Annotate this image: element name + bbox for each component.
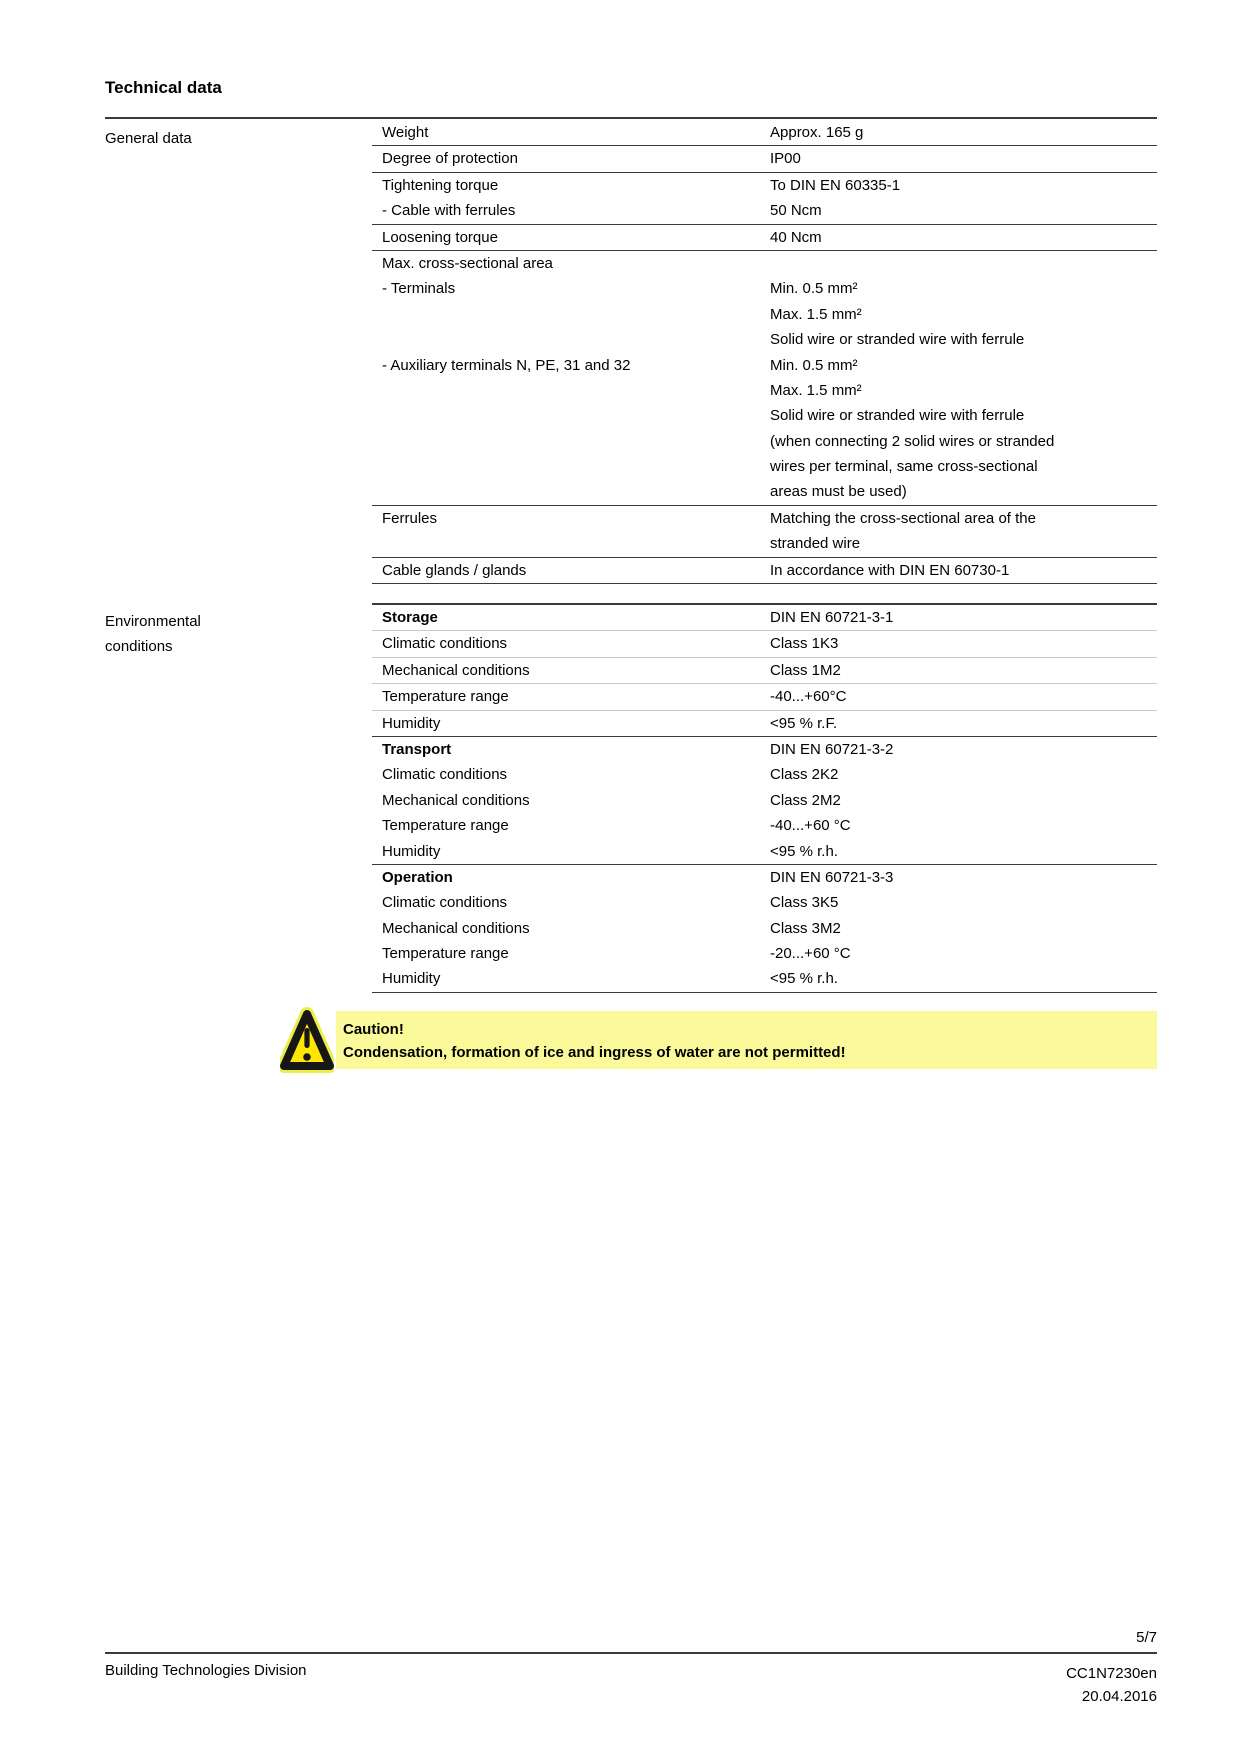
value-cell-line: Solid wire or stranded wire with ferrule (770, 407, 1025, 425)
value-cell-line: -20...+60 °C (770, 945, 851, 963)
footer-document-info (1066, 1662, 1157, 1708)
value-cell-line: 50 Ncm (770, 202, 822, 220)
property-cell-line: Mechanical conditions (382, 791, 530, 809)
table-row (372, 737, 1157, 762)
value-cell-line: DIN EN 60721-3-2 (770, 740, 894, 758)
property-cell (372, 605, 770, 630)
value-cell-line: wires per terminal, same cross-sectional (770, 458, 1038, 476)
value-cell-line: Approx. 165 g (770, 124, 864, 141)
value-cell (770, 146, 1157, 171)
value-cell-line: Matching the cross-sectional area of the (770, 509, 1036, 527)
property-cell-line: Climatic conditions (382, 766, 508, 784)
property-cell (372, 711, 770, 736)
property-cell (372, 966, 770, 991)
value-cell (770, 737, 1157, 762)
value-cell-line: Solid wire or stranded wire with ferrule (770, 331, 1025, 349)
property-cell-line: Humidity (382, 714, 441, 732)
property-cell (372, 762, 770, 787)
value-cell (770, 711, 1157, 736)
property-cell (372, 251, 770, 505)
general-data-table (372, 120, 1157, 584)
value-cell (770, 558, 1157, 583)
value-cell-line: <95 % r.h. (770, 842, 838, 860)
value-cell (770, 839, 1157, 864)
property-cell-line: - Cable with ferrules (382, 202, 516, 220)
document-date: 20.04.2016 (1081, 1688, 1157, 1705)
property-cell-line: Temperature range (382, 817, 509, 835)
table-row (372, 605, 1157, 631)
property-cell-line: Storage (382, 609, 438, 626)
value-cell (770, 506, 1157, 557)
table-row (372, 506, 1157, 558)
value-cell-line: Class 1M2 (770, 661, 841, 679)
property-cell (372, 737, 770, 762)
heading-rule (105, 117, 1157, 119)
property-cell (372, 173, 770, 224)
warning-triangle-icon (280, 1006, 334, 1074)
property-cell-line (382, 302, 770, 327)
value-cell (770, 966, 1157, 991)
environmental-conditions-table (372, 603, 1157, 993)
table-row (372, 813, 1157, 838)
value-cell (770, 605, 1157, 630)
property-cell (372, 839, 770, 864)
property-cell-line: Humidity (382, 842, 441, 860)
value-cell-line: Class 2K2 (770, 766, 839, 784)
property-cell-line: Transport (382, 740, 452, 758)
value-cell-line: areas must be used) (770, 483, 907, 501)
property-cell-line: Max. cross-sectional area (382, 254, 553, 272)
document-id: CC1N7230en (1066, 1665, 1157, 1682)
caution-title: Caution! (343, 1021, 404, 1038)
property-cell-line: Mechanical conditions (382, 919, 530, 937)
table-row (372, 865, 1157, 890)
property-cell-line: Degree of protection (382, 150, 518, 168)
property-cell (372, 813, 770, 838)
property-cell-line: Temperature range (382, 945, 509, 963)
property-cell-line: - Auxiliary terminals N, PE, 31 and 32 (382, 356, 631, 374)
table-row (372, 684, 1157, 710)
value-cell (770, 120, 1157, 145)
value-cell (770, 788, 1157, 813)
table-row (372, 146, 1157, 172)
property-cell-line: Climatic conditions (382, 635, 508, 653)
footer-rule (105, 1652, 1157, 1654)
value-cell-line: <95 % r.F. (770, 714, 838, 732)
value-cell (770, 658, 1157, 683)
section-label-line: conditions (105, 638, 173, 655)
property-cell (372, 146, 770, 171)
value-cell-line: Max. 1.5 mm² (770, 381, 862, 399)
table-row (372, 120, 1157, 146)
property-cell-line: - Terminals (382, 280, 456, 298)
property-cell (372, 120, 770, 145)
property-cell-line: Cable glands / glands (382, 561, 527, 579)
table-row (372, 225, 1157, 251)
value-cell-line: Class 2M2 (770, 791, 841, 809)
property-cell (372, 916, 770, 941)
value-cell (770, 762, 1157, 787)
table-row (372, 916, 1157, 941)
value-cell-line: IP00 (770, 150, 801, 168)
value-cell (770, 890, 1157, 915)
table-row (372, 788, 1157, 813)
section-label-general-data: General data (105, 130, 192, 147)
value-cell-line: 40 Ncm (770, 228, 822, 246)
section-label-line: Environmental (105, 613, 201, 630)
property-cell (372, 684, 770, 709)
value-cell (770, 225, 1157, 250)
property-cell (372, 865, 770, 890)
value-cell-line: In accordance with DIN EN 60730-1 (770, 561, 1010, 579)
property-cell (372, 225, 770, 250)
value-cell-line (770, 251, 1157, 276)
page-title: Technical data (105, 78, 222, 97)
value-cell-line: (when connecting 2 solid wires or stranded (770, 432, 1055, 450)
property-cell-line: Loosening torque (382, 228, 498, 246)
property-cell (372, 890, 770, 915)
value-cell-line: -40...+60 °C (770, 817, 851, 835)
value-cell-line: DIN EN 60721-3-3 (770, 868, 894, 886)
property-cell-line: Mechanical conditions (382, 661, 530, 679)
table-row (372, 251, 1157, 506)
table-row (372, 558, 1157, 584)
table-row (372, 839, 1157, 864)
value-cell (770, 865, 1157, 890)
table-row (372, 966, 1157, 991)
value-cell (770, 916, 1157, 941)
table-row (372, 890, 1157, 915)
property-cell (372, 941, 770, 966)
value-cell (770, 251, 1157, 505)
value-cell-line: Class 3K5 (770, 894, 839, 912)
value-cell-line: Class 1K3 (770, 635, 839, 653)
value-cell (770, 684, 1157, 709)
caution-box (336, 1011, 1157, 1069)
table-row (372, 658, 1157, 684)
property-cell (372, 788, 770, 813)
value-cell-line: Min. 0.5 mm² (770, 280, 858, 298)
value-cell (770, 941, 1157, 966)
property-cell-line (382, 327, 770, 352)
property-cell-line: Humidity (382, 970, 441, 988)
property-cell (372, 506, 770, 557)
value-cell-line: -40...+60°C (770, 688, 847, 706)
value-cell-line: stranded wire (770, 535, 861, 553)
value-cell-line: <95 % r.h. (770, 970, 838, 988)
caution-text: Condensation, formation of ice and ingress of water are not permitted! (343, 1044, 846, 1061)
property-cell-line: Ferrules (382, 509, 438, 527)
page-number: 5/7 (1136, 1629, 1157, 1646)
section-label-environmental-conditions (105, 609, 345, 659)
table-row (372, 631, 1157, 657)
value-cell (770, 631, 1157, 656)
value-cell-line: Max. 1.5 mm² (770, 305, 862, 323)
footer-division-name: Building Technologies Division (105, 1662, 307, 1679)
property-cell-line: Operation (382, 868, 453, 886)
property-cell (372, 558, 770, 583)
value-cell-line: Min. 0.5 mm² (770, 356, 858, 374)
table-row (372, 762, 1157, 787)
property-cell-line: Weight (382, 124, 429, 141)
table-row (372, 941, 1157, 966)
value-cell (770, 813, 1157, 838)
env-block-storage (372, 605, 1157, 737)
value-cell-line: DIN EN 60721-3-1 (770, 609, 894, 626)
value-cell-line: To DIN EN 60335-1 (770, 176, 901, 194)
property-cell-line: Climatic conditions (382, 894, 508, 912)
property-cell-line: Tightening torque (382, 176, 499, 194)
property-cell (372, 658, 770, 683)
table-row (372, 173, 1157, 225)
value-cell-line: Class 3M2 (770, 919, 841, 937)
env-block-transport (372, 737, 1157, 865)
table-row (372, 711, 1157, 736)
property-cell-line: Temperature range (382, 688, 509, 706)
property-cell (372, 631, 770, 656)
value-cell (770, 173, 1157, 224)
env-block-operation (372, 865, 1157, 993)
